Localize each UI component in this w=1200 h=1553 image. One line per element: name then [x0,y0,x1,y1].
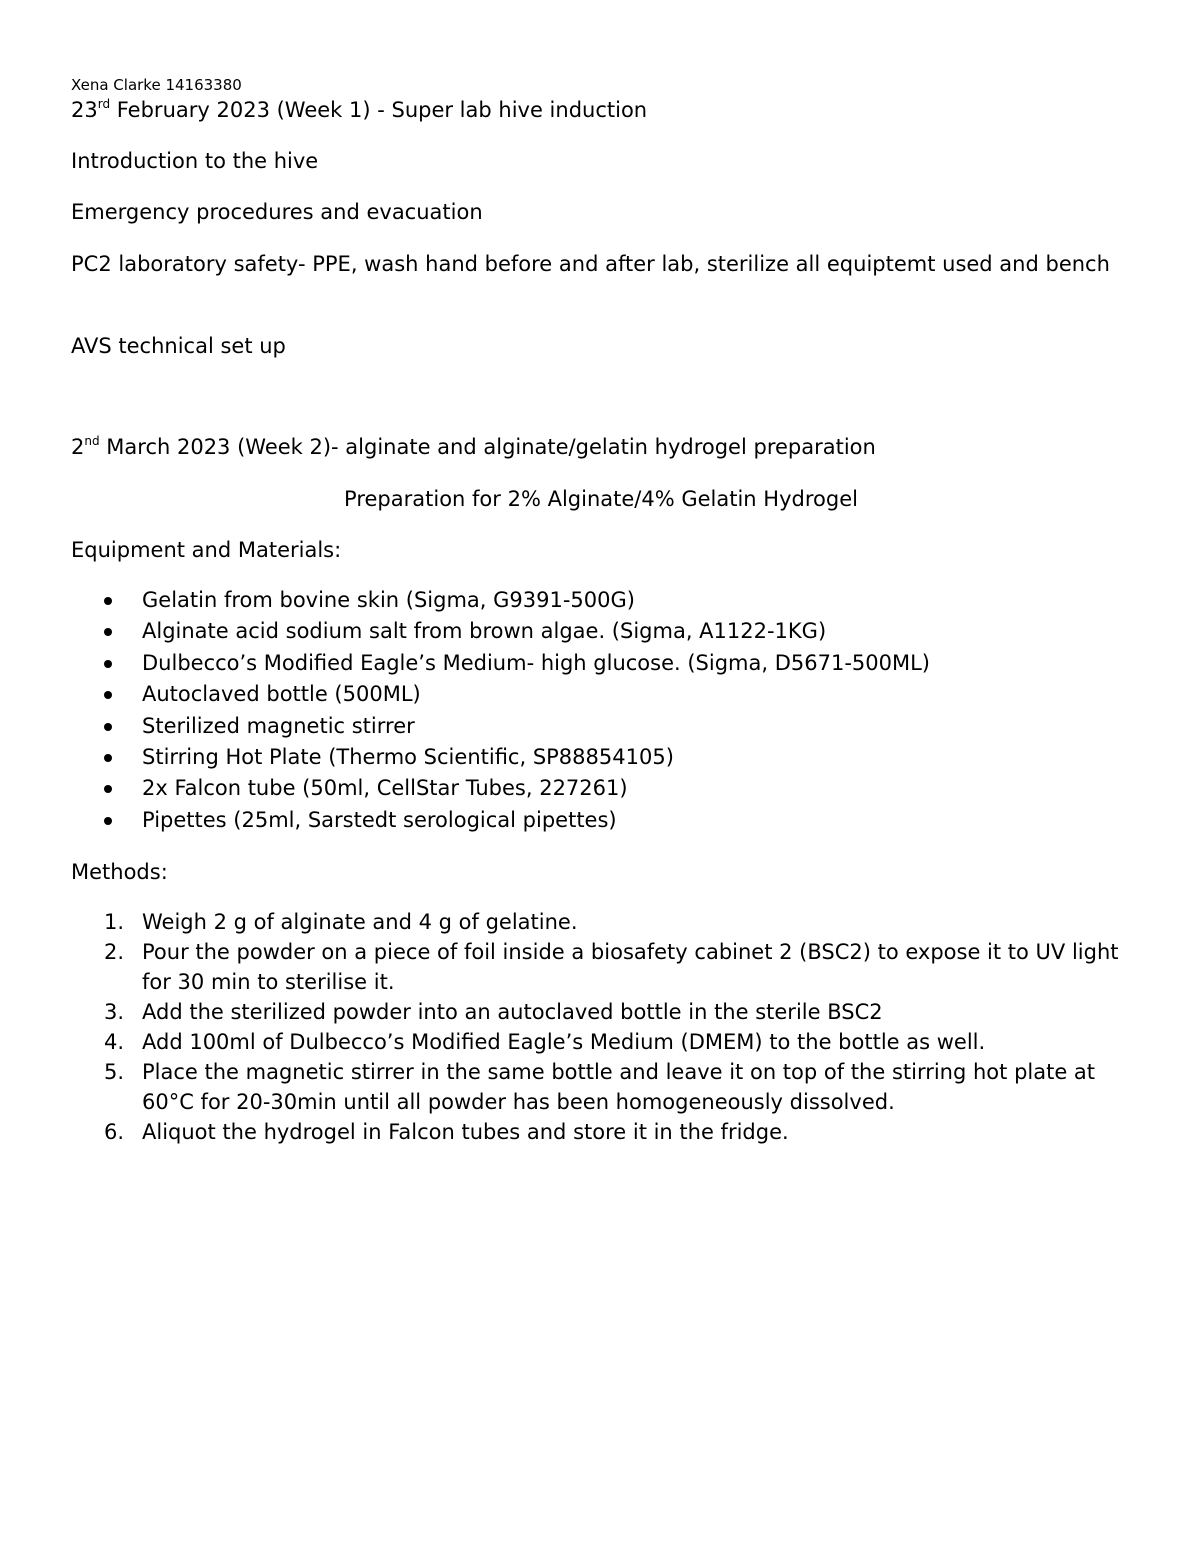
week1-heading-text: February 2023 (Week 1) - Super lab hive induction [110,98,648,122]
bullet-icon [104,628,112,636]
week2-date-suffix: nd [84,434,100,448]
equipment-list [71,585,1131,836]
list-item [71,1027,1131,1057]
equipment-item-text: Pipettes (25ml, Sarstedt serological pipettes) [142,807,617,832]
step-number: 4. [104,1030,125,1054]
methods-list [71,907,1131,1147]
list-item [71,937,1131,997]
step-text: Pour the powder on a piece of foil inside a biosafety cabinet 2 (BSC2) to expose it to UV light for 30 min to sterilise it. [142,940,1119,994]
week2-heading [71,432,876,465]
equipment-item-text: Autoclaved bottle (500ML) [142,682,421,707]
bullet-icon [104,785,112,793]
week1-item-emergency: Emergency procedures and evacuation [71,200,483,224]
bullet-icon [104,597,112,605]
bullet-icon [104,817,112,825]
step-text: Weigh 2 g of alginate and 4 g of gelatine. [142,910,578,934]
bullet-icon [104,754,112,762]
equipment-item-text: Alginate acid sodium salt from brown algae. (Sigma, A1122-1KG) [142,619,827,644]
list-item [71,773,1131,804]
list-item [71,648,1131,679]
list-item [71,1057,1131,1117]
list-item [71,585,1131,616]
list-item [71,616,1131,647]
step-number: 5. [104,1060,125,1084]
bullet-icon [104,723,112,731]
week1-date-suffix: rd [97,97,111,111]
equipment-heading: Equipment and Materials: [71,538,342,562]
week1-date-day: 23 [71,98,98,122]
week1-heading [71,95,647,128]
step-number: 1. [104,910,125,934]
week1-item-safety: PC2 laboratory safety- PPE, wash hand before and after lab, sterilize all equiptemt used and bench [71,252,1110,276]
section-title: Preparation for 2% Alginate/4% Gelatin Hydrogel [344,487,858,511]
list-item [71,997,1131,1027]
equipment-item-text: Sterilized magnetic stirrer [142,713,415,738]
equipment-item-text: 2x Falcon tube (50ml, CellStar Tubes, 227261) [142,776,628,801]
step-number: 3. [104,1000,125,1024]
list-item [71,907,1131,937]
list-item [71,742,1131,773]
step-text: Place the magnetic stirrer in the same bottle and leave it on top of the stirring hot plate at 60°C for 20-30min until all powder has been homogeneously dissolved. [142,1060,1096,1114]
week1-item-avs: AVS technical set up [71,334,286,358]
methods-heading: Methods: [71,860,168,884]
step-text: Aliquot the hydrogel in Falcon tubes and store it in the fridge. [142,1120,789,1144]
list-item [71,1117,1131,1147]
bullet-icon [104,660,112,668]
author-header: Xena Clarke 14163380 [71,76,242,94]
step-number: 2. [104,940,125,964]
list-item [71,805,1131,836]
list-item [71,711,1131,742]
equipment-item-text: Stirring Hot Plate (Thermo Scientific, SP88854105) [142,745,674,770]
step-number: 6. [104,1120,125,1144]
week2-date-day: 2 [71,435,85,459]
step-text: Add the sterilized powder into an autoclaved bottle in the sterile BSC2 [142,1000,883,1024]
list-item [71,679,1131,710]
week1-item-intro: Introduction to the hive [71,149,319,173]
step-text: Add 100ml of Dulbecco’s Modified Eagle’s Medium (DMEM) to the bottle as well. [142,1030,986,1054]
equipment-item-text: Dulbecco’s Modified Eagle’s Medium- high glucose. (Sigma, D5671-500ML) [142,650,931,675]
bullet-icon [104,691,112,699]
week2-heading-text: March 2023 (Week 2)- alginate and alginate/gelatin hydrogel preparation [99,435,876,459]
equipment-item-text: Gelatin from bovine skin (Sigma, G9391-500G) [142,588,635,612]
